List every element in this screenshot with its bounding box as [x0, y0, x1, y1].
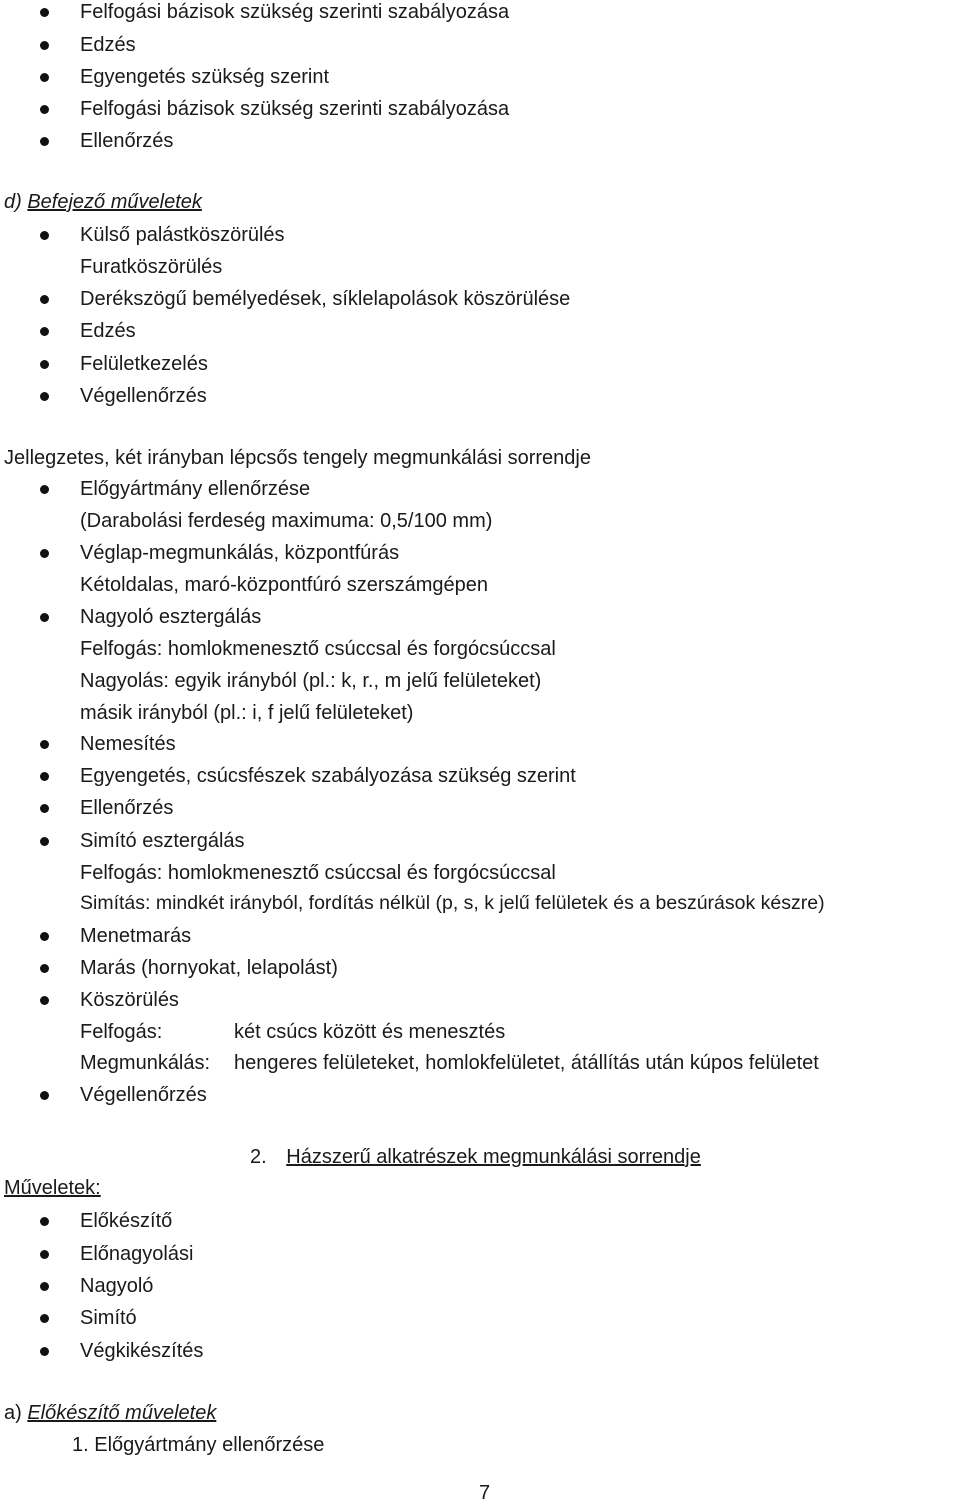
machining-label: Megmunkálás: [80, 1052, 211, 1074]
list-item: Előgyártmány ellenőrzése [80, 478, 311, 500]
list-item: Végellenőrzés [80, 1084, 207, 1106]
bullet [40, 105, 49, 114]
bullet [40, 932, 49, 941]
bullet [40, 1250, 49, 1259]
bullet [40, 231, 49, 240]
list-item: Felfogási bázisok szükség szerinti szabályozása [80, 98, 510, 120]
clamping-label: Felfogás: [80, 1021, 163, 1043]
bullet [40, 1314, 49, 1323]
list-item: Edzés [80, 320, 136, 342]
bullet [40, 964, 49, 973]
bullet [40, 804, 49, 813]
list-note: Felfogás: homlokmenesztő csúccsal és forgócsúccsal [80, 638, 556, 660]
list-item: Simító esztergálás [80, 830, 245, 852]
list-note: Kétoldalas, maró-központfúró szerszámgépen [80, 574, 488, 596]
section-d-prefix: d) [4, 191, 28, 213]
bullet [40, 1217, 49, 1226]
list-item: Előnagyolási [80, 1243, 194, 1265]
bullet [40, 295, 49, 304]
subsection-1: 1. Előgyártmány ellenőrzése [72, 1434, 325, 1456]
bullet [40, 360, 49, 369]
section-2-title: Házszerű alkatrészek megmunkálási sorrendje [286, 1146, 701, 1168]
bullet [40, 327, 49, 336]
list-note: Nagyolás: egyik irányból (pl.: k, r., m jelű felületeket) [80, 670, 542, 692]
list-item: Felületkezelés [80, 353, 208, 375]
list-item: Edzés [80, 34, 136, 56]
machining-value: hengeres felületeket, homlokfelületet, átállítás után kúpos felületet [234, 1052, 819, 1074]
list-note: másik irányból (pl.: i, f jelű felületeket) [80, 702, 414, 724]
list-item: Külső palástköszörülés [80, 224, 285, 246]
operations-heading: Műveletek: [4, 1177, 101, 1199]
list-item: Furatköszörülés [80, 256, 223, 278]
bullet [40, 837, 49, 846]
bullet [40, 740, 49, 749]
bullet [40, 8, 49, 17]
list-item: Marás (hornyokat, lelapolást) [80, 957, 338, 979]
section-a-title: Előkészítő műveletek [27, 1402, 217, 1424]
bullet [40, 1091, 49, 1100]
section-2-number: 2. [250, 1146, 267, 1168]
list-item: Nagyoló [80, 1275, 154, 1297]
list-note [80, 1017, 505, 1047]
bullet [40, 996, 49, 1005]
list-item: Ellenőrzés [80, 797, 174, 819]
list-item: Ellenőrzés [80, 130, 174, 152]
list-note: Simítás: mindkét irányból, fordítás nélkül (p, s, k jelű felületek és a beszúrások készre) [80, 892, 825, 914]
list-item: Véglap-megmunkálás, központfúrás [80, 542, 400, 564]
bullet [40, 485, 49, 494]
list-item: Egyengetés, csúcsfészek szabályozása szükség szerint [80, 765, 576, 787]
list-note: (Darabolási ferdeség maximuma: 0,5/100 mm) [80, 510, 493, 532]
list-item: Felfogási bázisok szükség szerinti szabályozása [80, 1, 510, 23]
page-number: 7 [479, 1482, 491, 1504]
bullet [40, 613, 49, 622]
list-item: Simító [80, 1307, 137, 1329]
list-item: Végkikészítés [80, 1340, 204, 1362]
bullet [40, 1347, 49, 1356]
list-item: Derékszögű bemélyedések, síklelapolások köszörülése [80, 288, 571, 310]
bullet [40, 772, 49, 781]
section-d-title: Befejező műveletek [27, 191, 202, 213]
list-item: Nagyoló esztergálás [80, 606, 262, 628]
list-note [80, 1048, 819, 1078]
section-a-prefix: a) [4, 1402, 28, 1424]
bullet [40, 137, 49, 146]
bullet [40, 41, 49, 50]
list-item: Végellenőrzés [80, 385, 207, 407]
list-item: Menetmarás [80, 925, 192, 947]
section-d-heading [4, 187, 202, 217]
section-2-heading [250, 1142, 701, 1172]
list-item: Egyengetés szükség szerint [80, 66, 330, 88]
bullet [40, 549, 49, 558]
list-item: Nemesítés [80, 733, 176, 755]
bullet [40, 73, 49, 82]
clamping-value: két csúcs között és menesztés [234, 1021, 506, 1043]
bullet [40, 1282, 49, 1291]
list-note: Felfogás: homlokmenesztő csúccsal és forgócsúccsal [80, 862, 556, 884]
list-item: Köszörülés [80, 989, 179, 1011]
bullet [40, 392, 49, 401]
shaft-heading: Jellegzetes, két irányban lépcsős tengely megmunkálási sorrendje [4, 447, 591, 469]
list-item: Előkészítő [80, 1210, 173, 1232]
section-a-heading [4, 1398, 216, 1428]
